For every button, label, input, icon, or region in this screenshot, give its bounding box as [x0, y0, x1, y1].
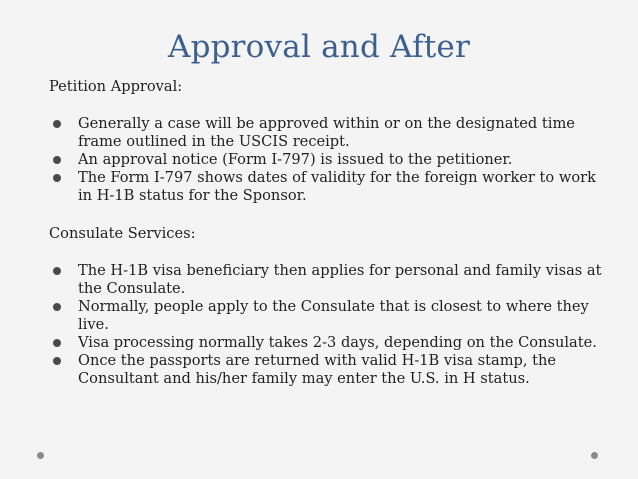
section-heading: Petition Approval: [49, 78, 183, 95]
list-item-text: The Form I-797 shows dates of validity for the foreign worker to work in H-1B status for the Sponsor. [78, 169, 596, 204]
bullet-icon [53, 267, 61, 275]
list-item [49, 334, 609, 352]
section-consulate-services [49, 225, 609, 388]
bullet-icon [53, 357, 61, 365]
section-petition-approval [49, 78, 609, 205]
bullet-icon [53, 174, 61, 182]
decorative-dot-icon [591, 452, 598, 459]
bullet-list [49, 115, 609, 205]
list-item [49, 262, 609, 298]
list-item-text: Once the passports are returned with valid H-1B visa stamp, the Consultant and his/her family may enter the U.S. in H status. [78, 352, 557, 387]
list-item [49, 151, 609, 169]
bullet-icon [53, 120, 61, 128]
list-item [49, 169, 609, 205]
slide-content [49, 78, 609, 388]
list-item [49, 352, 609, 388]
list-item [49, 298, 609, 334]
bullet-icon [53, 339, 61, 347]
list-item-text: Generally a case will be approved within or on the designated time frame outlined in the USCIS receipt. [78, 115, 575, 150]
section-spacer [49, 205, 609, 225]
bullet-list [49, 262, 609, 388]
list-item [49, 115, 609, 151]
slide-title: Approval and After [167, 29, 470, 65]
decorative-dot-icon [37, 452, 44, 459]
list-item-text: Normally, people apply to the Consulate that is closest to where they live. [78, 298, 589, 333]
list-item-text: An approval notice (Form I-797) is issued to the petitioner. [78, 151, 513, 168]
list-item-text: Visa processing normally takes 2-3 days, depending on the Consulate. [78, 334, 597, 351]
list-item-text: The H-1B visa beneficiary then applies for personal and family visas at the Consulate. [78, 262, 602, 297]
bullet-icon [53, 156, 61, 164]
section-heading: Consulate Services: [49, 225, 196, 242]
bullet-icon [53, 303, 61, 311]
